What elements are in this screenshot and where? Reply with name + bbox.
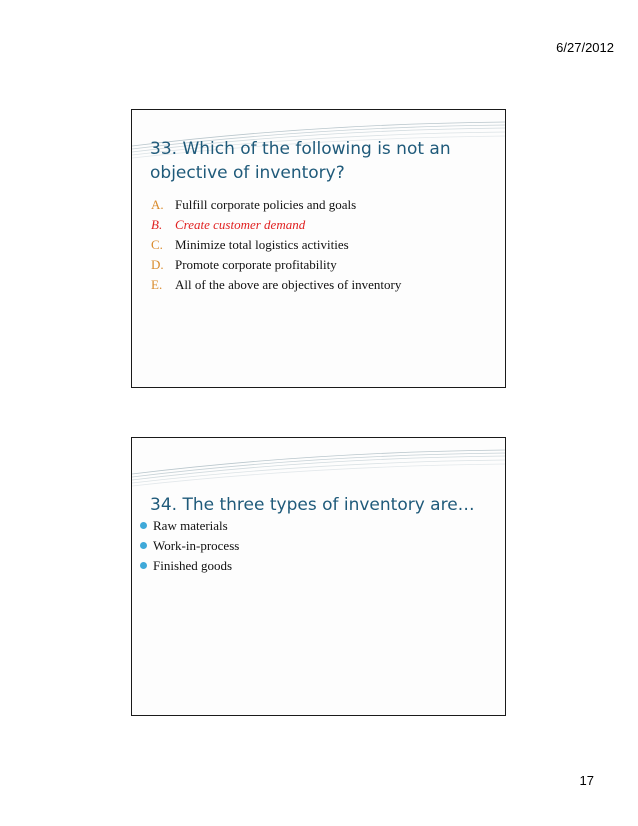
bullet-text: Work-in-process: [153, 538, 240, 553]
bullet-list: [140, 516, 239, 576]
bullet-text: Raw materials: [153, 518, 228, 533]
option-letter: E.: [151, 277, 163, 292]
slide-thumbnail: [131, 109, 506, 388]
option-text: All of the above are objectives of inventory: [175, 277, 402, 292]
option-text: Minimize total logistics activities: [175, 237, 349, 252]
bullet-item: [140, 536, 239, 556]
bullet-dot-icon: [140, 542, 147, 549]
page-date: 6/27/2012: [556, 40, 614, 55]
slide-thumbnail: [131, 437, 506, 716]
answer-option-e: [151, 275, 401, 295]
answer-option-d: [151, 255, 401, 275]
answer-options: [151, 195, 401, 295]
option-text: Fulfill corporate policies and goals: [175, 197, 357, 212]
page-number: 17: [579, 773, 594, 788]
answer-option-c: [151, 235, 401, 255]
option-letter: A.: [151, 197, 164, 212]
bullet-dot-icon: [140, 562, 147, 569]
option-letter: D.: [151, 257, 164, 272]
slide-title: 34. The three types of inventory are…: [150, 495, 475, 515]
slide-title: 33. Which of the following is not an objective of inventory?: [150, 139, 451, 183]
option-letter: C.: [151, 237, 163, 252]
bullet-item: [140, 556, 239, 576]
answer-option-b: [151, 215, 401, 235]
option-text: Promote corporate profitability: [175, 257, 337, 272]
bullet-text: Finished goods: [153, 558, 233, 573]
bullet-dot-icon: [140, 522, 147, 529]
bullet-item: [140, 516, 239, 536]
option-text: Create customer demand: [175, 217, 306, 232]
answer-option-a: [151, 195, 401, 215]
option-letter: B.: [151, 217, 163, 232]
